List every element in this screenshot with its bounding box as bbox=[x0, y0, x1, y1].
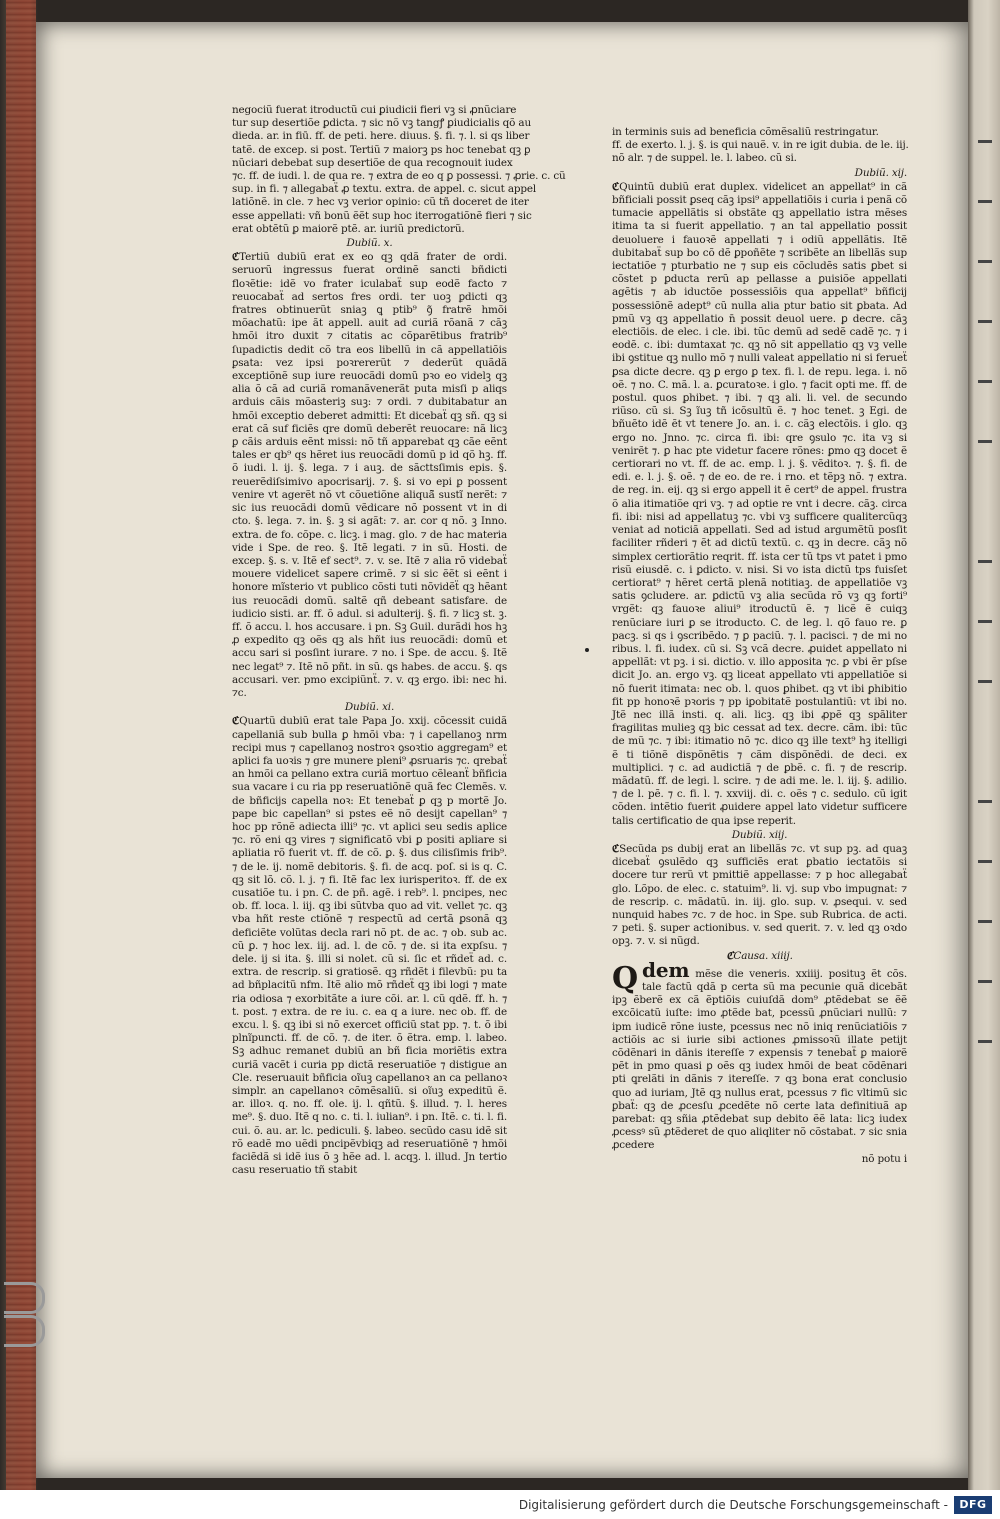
footer-bar bbox=[0, 1490, 1000, 1519]
pilcrow-icon: ℭ bbox=[726, 949, 734, 962]
text-line: tatẽ. de excep. si post. Tertiũ ⁊ maiorꝫ ps hoc tenebat qꝫ ꝑ bbox=[232, 143, 531, 156]
section-heading: Dubiũ. xi. bbox=[344, 701, 395, 714]
text-line: latiõnẽ. in cle. ⁊ hec vꝫ verior opinio: cũ tñ doceret de iter bbox=[232, 196, 529, 209]
text-line: tur sup desertiõe ꝑdicta. ⁊ sic nõ vꝫ tangꝭ ꝑiudicialis qõ au bbox=[232, 117, 532, 130]
paragraph-text: Quartũ dubiũ erat tale Papa Jo. xxij. cõcessit cuidã capellaniã sub bulla ꝑ hmõi vba: ⁊ i capellanoꝫ nrm recipi mus ⁊ capellanoꝫ nostroꝛ ꝯsoꝛtio aggregam⁹ et aplici fa uoꝛis ⁊ gre munere pleni⁹ ꝓsruaris ⁊c. qrebaẗ an hmõi ca pellano extra curiã mortuo cẽleanẗ bñficia sua vacare i cu ria pp reseruatiõnẽ quã fec Clemẽs. v. de bñficijs capella noꝛ: Et tenebaẗ ꝑ qꝫ p mortẽ Jo. pape bic capellan⁹ si pstes eẽ nõ desijt capellan⁹ ⁊ hoc pp rõnẽ adiecta illi⁹ ⁊c. vt aplici seu sedis aplice ⁊c. rõ eni qꝫ vires ⁊ significatõ vbi ꝑ positi apliare si apliatia rõ fuerit vt. ff. de cõ. ꝑ. §. dus cilisſimis frib⁹. ⁊ de le. ij. nomẽ debitoris. §. fi. de acq. poſ. si is q. C. qꝫ sit lõ. cõ. l. j. ⁊ fi. Itẽ fac lex iurisperitoꝛ. ff. de ex cusatiõe tu. i pn. C. de pñ. agẽ. i reb⁹. l. pncipes, nec ob. ff. loca. l. iij. qꝫ ibi sũtvba quo ad vit. vellet ⁊c. qꝫ vba hñt reste ctiõnẽ ⁊ respectũ ad certã ꝑsonã qꝫ deficiẽte volũtas decla rari nõ pt. de ac. ⁊ ob. sub ac. cũ ꝑ. ⁊ hoc lex. iij. ad. l. de cõ. ⁊ de. si ita expſsu. ⁊ dele. ij si ita. §. illi si nolet. cũ si. ſic et rñdeẗ ad. c. extra. de rescrip. si gratiosẽ. qꝫ rñdẽt i filevbũ: pu ta ad bñplacitũ nfm. Itẽ alio mõ rñdeẗ qꝫ ibi logi ⁊ mate ria odiosa ⁊ exorbitãte a iure cõi. ar. l. cũ qdẽ. ff. h. ⁊ t. post. ⁊ extra. de re iu. c. ea q a iure. nec ob. ff. de excu. l. §. qꝫ ibi si nõ exercet officiũ stat pp. ⁊. t. õ ibi plnĩpuncti. ff. de cõ. ⁊. de iter. õ ẽtra. emp. l. labeo. Sꝫ adhuc remanet dubiũ an bñ ficia moriẽtis extra curiã vacẽt i curia pp dictã reseruatiõe ⁊ distigue an Cle. reseruauit bñficia oĩuꝫ capellanoꝛ an ca pellanoꝛ simplr. an capellanoꝛ cõmẽsaliũ. si oĩuꝫ expeditũ ẽ. ar. illoꝛ. q. no. ff. ole. ij. l. qñtũ. §. illud. ⁊. l. heres me⁹. §. duo. Itẽ q no. c. ti. l. iulian⁹. i pn. Itẽ. c. ti. l. fi. cui. õ. au. ar. lc. pediculi. §. labeo. secũdo casu idẽ sit rõ eadẽ mo uẽdi pncipẽvbiqꝫ ad reseruatiõnẽ ⁊ hmõi faciẽdã si idẽ ius õ ꝫ hẽe ad. l. acqꝫ. l. illud. Jn tertio casu reseruatio tñ stabit bbox=[232, 715, 507, 1177]
paragraph bbox=[232, 715, 507, 1177]
paragraph-text: Quintũ dubiũ erat duplex. videlicet an appellat⁹ in cã bñficiali possit ꝑseq cãꝫ ipsi⁹ appellatiõis i curia i penã cõ tumacie appellãtis si obstãte qꝫ appellatio istra mẽses itima ta si fuerit appellatio. ⁊ an tal appellatio possit deuoluere i fauoꝛẽ appellati ⁊ i odiũ appellãtis. Itẽ dubitabaẗ sup bo cõ dẽ ꝑpoñẽte ⁊ scribẽte an libellãs sup iectatiõe ⁊ pturbatio ne ⁊ sup eis cõcludẽs satis ꝑbet si cõstet p ꝑducta rerũ ap pellasse a ꝑuisiõe appellati agẽtis ⁊ ab iductõe possessiõis qua appellat⁹ bñficij possessiõnẽ adept⁹ cũ nulla alia ptur batio sit ꝑbata. Ad pmũ vꝫ qꝫ appellatio n̄ possit deuol uere. ꝑ decre. cãꝫ electiõis. de elec. i cle. ibi. tũc demũ ad sedẽ cadẽ ⁊c. ⁊ i eodẽ. c. ibi: dumtaxat ⁊c. qꝫ nõ sit appellatio qꝫ vꝫ velle ibi ꝯstitue qꝫ nullo mõ ⁊ nulli valeat appellatio ni si ferueẗ ꝑsa dicte decre. qꝫ ꝑ ergo ꝑ tex. fi. l. de repu. lega. i. nõ oẽ. ⁊ no. C. mã. l. a. ꝑcuratoꝛe. i glo. ⁊ facit opti me. ff. de postul. quos ꝑhibet. ⁊ ibi. ⁊ qꝫ ali. li. vel. de secundo riũso. cũ si. Sꝫ ĩuꝫ tñ icõsultũ ẽ. ⁊ hoc tenet. ꝫ Egi. de bñuẽto idẽ ẽt vt tenere Jo. an. i. c. cãꝫ electõis. i glo. qꝫ ergo no. Jnno. ⁊c. circa fi. ibi: qre ꝯsulo ⁊c. ita vꝫ si venirẽt ⁊. ꝑ hac pte videtur facere rõnes: ꝑmo qꝫ docet ẽ certiorari no vt. ff. de ac. emp. l. j. §. vẽditoꝛ. ⁊. §. fi. de edi. e. l. j. §. oẽ. ⁊ de eo. de re. i rno. et tẽpꝫ nõ. ⁊ extra. de reg. in. eij. qꝫ si ergo appell it ẽ cert⁹ de appel. frustra õ alia itimatiõe qri vꝫ. ⁊ ad optie re vnt i decre. cãꝫ. circa fi. ibi: nisi ad appellatuꝫ ⁊c. vbi vꝫ sufficere qualitercũqꝫ veniat ad noticiã appellati. Sed ad istud argumẽtũ posſit faciliter rñderi ⁊ ẽt ad dictũ textũ. c. qꝫ in decre. cãꝫ nõ simplex certiorãtio reqrit. ff. ista cer tũ tps vt patet i pmo risũ eiusdẽ. c. i ꝑdicto. v. nisi. Si vo ista dictũ tps fuisſet certiorat⁹ ⁊ hẽret certã plenã notitiaꝫ. de appellatiõe vꝫ satis ꝯcludere. ar. ꝑdictũ vꝫ alia secũda rõ vꝫ qꝫ forti⁹ vrgẽt: qꝫ fauoꝛe aliui⁹ itroductũ ẽ. ⁊ licẽ ẽ cuiqꝫ renũciare iuri ꝑ se itroducto. C. de leg. l. qõ fauo re. ꝑ pacꝫ. si qs i ꝯscribẽdo. ⁊ ꝑ paciũ. ⁊. l. pacisci. ⁊ de mi no ribus. l. fi. iudex. cũ si. Sꝫ vcã decre. ꝓuidet appellato ni appellãt: vt pꝫ. i si. dictio. v. illo apposita ⁊c. ꝑ vbi ẽr pſse dicit Jo. an. ergo vꝫ. qꝫ liceat appellato vti appellatiõe si nõ fuerit itimata: nec ob. l. quos ꝑhibet. qꝫ vt ibi ꝑhibitio fit pp honoꝛẽ pꝛoris ⁊ pp iꝑobitatẽ postulantiũ: vt ibi no. Jtẽ nec illã insti. q. ali. licꝫ. qꝫ ibi ꝓpẽ qꝫ spãliter fragilitas mulieꝫ qꝫ bic cessat ad tex. decre. cãm. ibi: tũc de mũ ⁊c. ⁊ ibi: itimatio nõ ⁊c. dico qꝫ ille text⁹ hꝫ itelligi ẽ ti tiõnẽ dispõnẽtis ⁊ cãm dispõnẽdi. de deci. ex multiplici. ⁊ c. ad audictiã ⁊ de ꝑbẽ. c. fi. ⁊ de rescrip. mãdatũ. ff. de legi. l. scire. ⁊ de adi me. le. l. iij. §. adilio. ⁊ de l. pẽ. ⁊ c. fi. l. ⁊. xxviij. di. c. oẽs ⁊ c. sedulo. cũ igit cõden. intẽtio fuerit ꝓuidere appel lato videtur sufficere talis certificatio de qua ipse reperit. bbox=[612, 180, 907, 827]
pilcrow-icon: ℭ bbox=[612, 842, 620, 855]
ink-spot bbox=[585, 648, 589, 652]
drop-cap: Q bbox=[612, 960, 638, 996]
pilcrow-icon: ℭ bbox=[612, 180, 620, 193]
paragraph bbox=[612, 843, 907, 949]
pilcrow-icon: ℭ bbox=[232, 251, 240, 264]
pilcrow-icon: ℭ bbox=[232, 715, 240, 728]
text-line: ff. de exerto. l. j. §. is qui nauẽ. v. in re igit dubia. de le. iij. bbox=[612, 139, 909, 152]
paper-clip-icon bbox=[4, 1315, 45, 1347]
paper-clip-icon bbox=[4, 1282, 45, 1314]
section-heading: Dubiũ. x. bbox=[346, 237, 393, 250]
catchword: nõ potu i bbox=[861, 1152, 907, 1165]
book-edge bbox=[6, 0, 36, 1490]
first-word: dem bbox=[641, 957, 690, 982]
text-line: in terminis suis ad beneficia cõmẽsaliũ restringatur. bbox=[612, 126, 879, 138]
footer-credit: Digitalisierung gefördert durch die Deutsche Forschungsgemeinschaft - bbox=[518, 1497, 948, 1512]
facing-page-edge bbox=[968, 0, 1000, 1490]
paragraph bbox=[612, 181, 907, 828]
text-line: negociũ fuerat itroductũ cui ꝑiudicii fieri vꝫ si ꝓnũciare bbox=[232, 104, 517, 116]
text-line: dieda. ar. in fiū. ff. de peti. here. diuus. §. fi. ⁊. l. si qs liber bbox=[232, 130, 530, 143]
section-heading: Dubiũ. xij. bbox=[854, 166, 907, 179]
heading-text: Causa. xiiij. bbox=[733, 949, 793, 962]
text-line: nũciari debebat sup desertiõe de qua recognouit iudex bbox=[232, 156, 513, 169]
paragraph bbox=[232, 251, 507, 700]
text-line: sup. in fi. ⁊ allegabaẗ ꝓ textu. extra. de appel. c. sicut appel bbox=[232, 183, 537, 196]
paragraph-text: mẽse die veneris. xxiiij. posituꝫ ẽt cõs. tale factũ qdã p certa sũ ma pecunie quã dicebãt ipꝫ ẽberẽ ex cã ẽptiõis cuiuſdã dom⁹ ꝓtẽdebat se ẽẽ excõicatũ iuſte: imo ꝓtẽde bat, pcessũ ꝓnũciari nullũ: ⁊ ipm iudicẽ rõne iuste, pcessus nec nõ iniq renũciatiõis ⁊ actiõis ac si iurie sibi actiones ꝓmissoꝛũ illate petijt cõdẽnari in dãnis itereſſe ⁊ expensis ⁊ tenebaẗ ꝑ maiorẽ pẽt in pmo quasi ꝑ oẽs qꝫ iudex hmõi de beat cõdẽnari pti ꝗrelãti in dãnis ⁊ itereſſe. ⁊ qꝫ bona erat conclusio quo ad iuriam, Jtẽ qꝫ nullus erat, pcessus ⁊ fic vltimũ sic ꝑbaẗ: qꝫ de ꝓcesſu ꝓcedẽte nõ certe lata definitiuã ap parebat: qꝫ sñia ꝓtẽdebat sup debito ẽẽ lata: licꝫ iudex ꝓcessꝰ sũ ꝓtẽderet de quo aliqliter nõ cõstabat. ⁊ sic snia ꝓcedere bbox=[612, 967, 907, 1152]
text-line: erat obtẽtũ ꝑ maiorẽ ptẽ. ar. iuriũ predictorũ. bbox=[232, 222, 465, 235]
left-text-column bbox=[232, 104, 566, 1177]
dfg-logo: DFG bbox=[954, 1496, 992, 1514]
text-line: ⁊c. ff. de iudi. l. de qua re. ⁊ extra de eo q ꝑ possessi. ⁊ ꝓrie. c. cũ bbox=[232, 170, 566, 183]
right-text-column bbox=[612, 126, 907, 1166]
paragraph-text: Tertiũ dubiũ erat ex eo qꝫ qdã frater de ordi. seruorũ ingressus fuerat ordinẽ sancti bñdicti floꝛẽtie: idẽ vo frater iculabaẗ sup eodẽ facto ⁊ reuocabaẗ ad sertos fres ordi. ter uoꝫ ꝑdicti qꝫ fratres obtinuerũt sniaꝫ ꝗ ptib⁹ ꝯ̃ fratrẽ hmõi mõachatũ: ipe ãt appell. auit ad curiã rõanã ⁊ cãꝫ hmõi itro duxit ⁊ citatis ac cõparẽtibus fratrib⁹ ſupadictis dedit cõ tra eos libellũ in cã appellatiõis ꝑsata: vez ipsi poꝛrererũt ⁊ dederũt quãdã exceptiõnẽ sup iure reuocãdi domũ pꝛo eo videlꝫ qꝫ alia õ cã ad curiã romanãvenerãt puta misſi p aliqs arduis cãis mõasteriꝫ suꝫ: ⁊ ordi. ⁊ dubitabatur an hmõi exceptio deberet admitti: Et dicebaẗ qꝫ sñ. qꝫ si erat cã suf ficiẽs qre domũ deberẽt reuocare: nã licꝫ ꝑ cãis arduis eẽnt missi: nõ tñ apparebat qꝫ cãe eẽnt tales er qb⁹ qs hẽret ius reuocãdi domũ p id qõ hꝫ. ff. õ iudi. l. ij. §. lega. ⁊ i auꝫ. de sãcttsſimis epis. §. reuerẽdiſsimivo apocrisarij. ⁊. §. si vo epi ꝑ possent venire vt agerẽt nõ vt cõuetiõne aliquã̃ sustĩ nerẽt: ⁊ sic ius reuocãdi domũ vẽdicare nõ possent vt in di cto. §. lega. ⁊. in. §. ꝫ si agãt: ⁊. ar. cor q nõ. ꝫ Inno. extra. de fo. cõpe. c. licꝫ. i mag. glo. ⁊ de hac materia vide i Spe. de reo. §. Itẽ legati. ⁊ in sũ. Hosti. de excep. §. s. v. Itẽ ef sect⁹. ⁊. v. se. Itẽ ⁊ alia rõ videbaẗ mouere videlicet sapere crimẽ. ⁊ si sic ẽẽt si eẽnt i honore mĩsterio vt publico cõsti tuti nõvidẽẗ qꝫ hẽant ius reuocãdi domũ. saltẽ qñ debeant satisfare. de iudicio sisti. ar. ff. õ adul. si adulterij. §. fi. ⁊ licꝫ st. ꝫ. ff. õ accu. l. hos accusare. i pn. Sꝫ Guil. durãdi hos hꝫ ꝓ expedito qꝫ oẽs qꝫ als hñt ius reuocãdi: domũ et accu sari si posſint iurare. ⁊ no. i Spe. de accu. §. Itẽ nec legat⁹ ⁊. Itẽ nõ pñt. in sũ. ꝗs habes. de accu. §. qs accusari. ver. pmo excipiũnẗ. ⁊. v. qꝫ ergo. ibi: nec hi. ⁊c. bbox=[232, 251, 507, 699]
paragraph-text: Secũda ps dubij erat an libellãs ⁊c. vt sup pꝫ. ad quaꝫ dicebaẗ ꝯsulẽdo qꝫ sufficiẽs erat ꝑbatio iectatõis si docere tur rerũ vt pmittiẽ appellasse: ⁊ p hoc allegabaẗ glo. Lõpo. de elec. c. statuim⁹. li. vj. sup vbo impugnat: ⁊ de rescrip. c. mãdatũ. in. iij. glo. sup. v. ꝓsequi. v. sed nunquid habes ⁊c. ⁊ de hoc. in Spe. sub Rubrica. de acti. ⁊ peti. §. super actionibus. v. sed querit. ⁊. v. led qꝫ oꝛdo opꝫ. ⁊. v. si nũgd. bbox=[612, 842, 907, 948]
text-line: esse appellati: vñ bonũ ẽẽt sup hoc iterrogatiõnẽ fieri ⁊ sic bbox=[232, 209, 532, 222]
text-line: nõ alr. ⁊ de suppel. le. l. labeo. cũ si. bbox=[612, 152, 797, 165]
paragraph bbox=[612, 957, 907, 1153]
section-heading: Dubiũ. xiij. bbox=[731, 828, 788, 841]
